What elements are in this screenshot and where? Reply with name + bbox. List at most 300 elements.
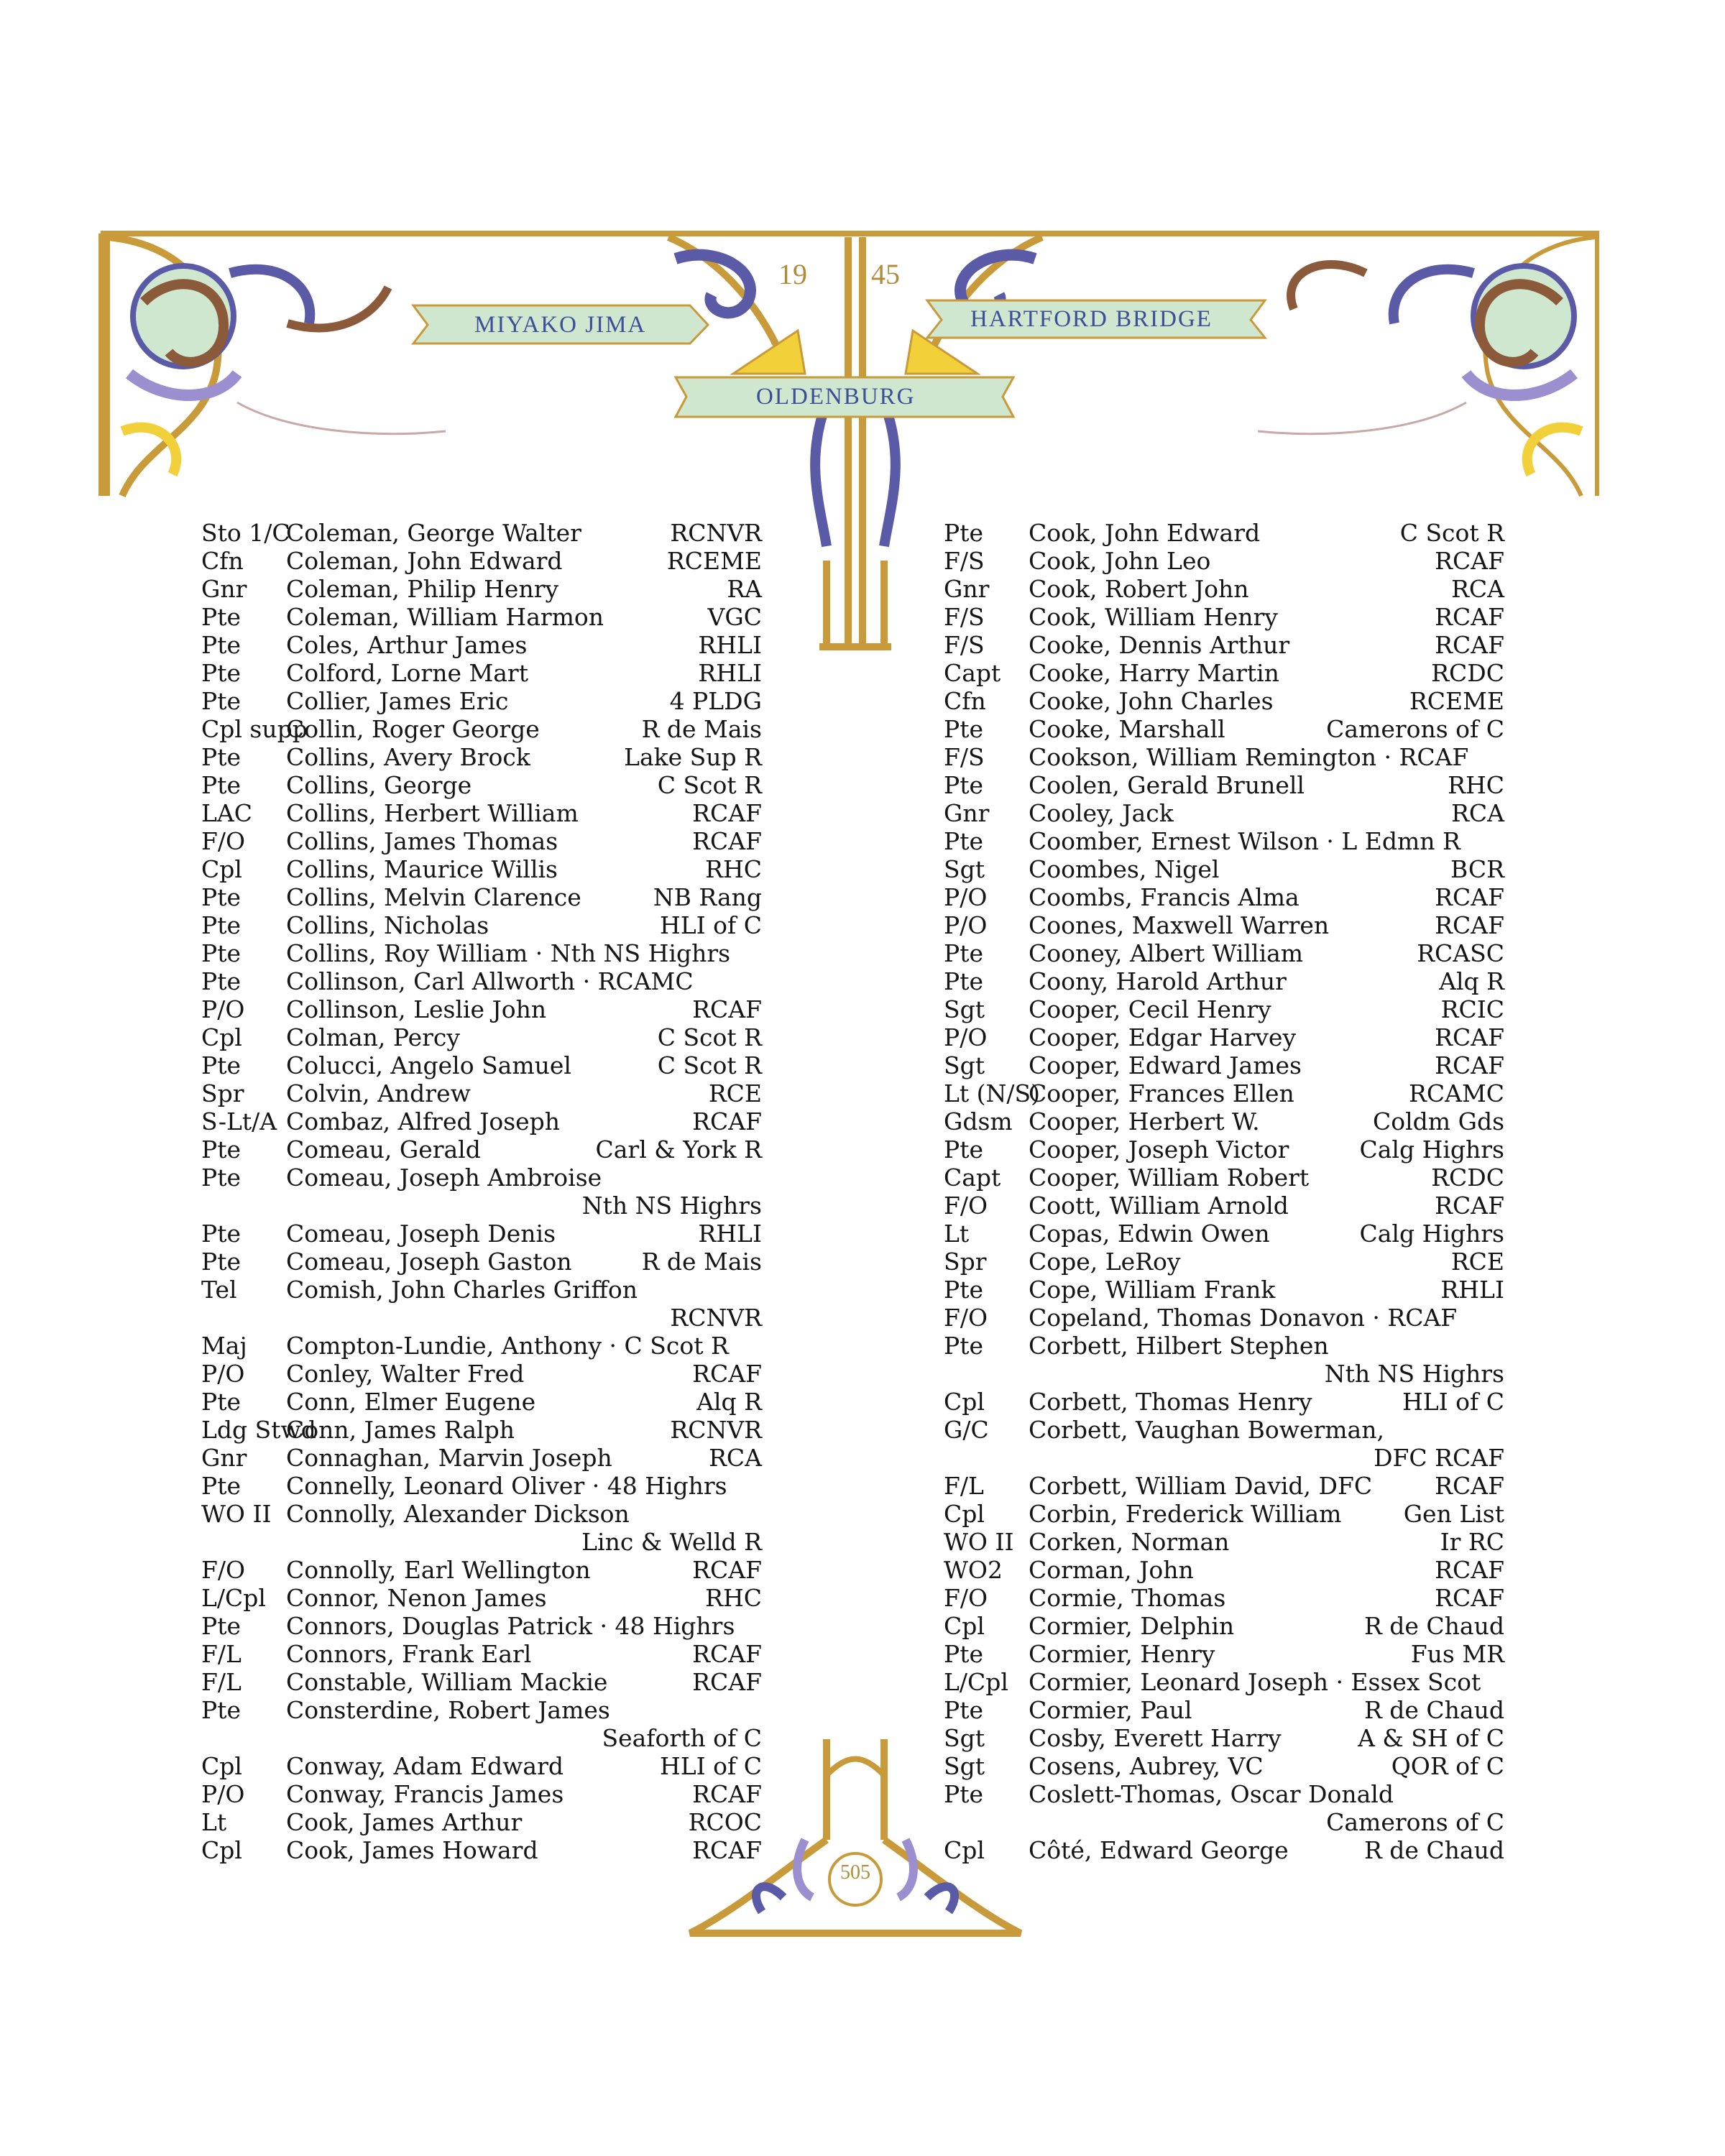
entry-name: Coleman, George Walter (286, 519, 581, 547)
entry-unit: VGC (707, 603, 762, 631)
entry-name: Copas, Edwin Owen (1029, 1220, 1270, 1248)
entry-rank: F/O (201, 1556, 246, 1584)
entry-rank: Cpl (944, 1836, 985, 1864)
entry-rank: Capt (944, 659, 1001, 687)
entry-rank: Pte (201, 1135, 241, 1164)
roll-column-right (944, 519, 1504, 1864)
roll-entry (944, 1388, 1504, 1416)
entry-name: Connor, Nenon James (286, 1584, 547, 1612)
entry-unit: Fus MR (1410, 1640, 1504, 1668)
entry-rank: Pte (944, 519, 983, 547)
entry-name: Consterdine, Robert James (286, 1696, 610, 1724)
roll-entry (201, 1248, 762, 1276)
roll-entry (944, 1304, 1504, 1332)
roll-entry (944, 687, 1504, 715)
roll-entry (201, 659, 762, 687)
entry-name: Coleman, Philip Henry (286, 575, 559, 603)
roll-entry (201, 519, 762, 547)
entry-rank: P/O (944, 911, 988, 939)
entry-name: Cook, James Howard (286, 1836, 538, 1864)
entry-rank: Sgt (944, 855, 985, 883)
entry-name: Cook, James Arthur (286, 1808, 523, 1836)
roll-entry (944, 1752, 1504, 1780)
entry-name: Collins, Herbert William (286, 799, 579, 827)
entry-name: Coles, Arthur James (286, 631, 528, 659)
roll-entry (201, 1500, 762, 1528)
entry-name: Cook, John Edward (1029, 519, 1261, 547)
entry-name: Corbett, Hilbert Stephen (1029, 1332, 1329, 1360)
roll-entry (944, 575, 1504, 603)
roll-entry (944, 743, 1504, 771)
entry-rank: Pte (944, 1135, 983, 1164)
roll-entry (201, 1135, 762, 1164)
entry-name: Corbett, Vaughan Bowerman, (1029, 1416, 1384, 1444)
roll-entry (944, 1528, 1504, 1556)
entry-rank: Pte (201, 939, 241, 967)
entry-rank: P/O (201, 1780, 245, 1808)
roll-entry (201, 1472, 762, 1500)
entry-name: Cormier, Paul (1029, 1696, 1192, 1724)
entry-name: Cooper, Edgar Harvey (1029, 1023, 1297, 1051)
entry-name: Cooney, Albert William (1029, 939, 1304, 967)
entry-rank: F/L (201, 1668, 242, 1696)
entry-rank: F/O (201, 827, 246, 855)
entry-rank: Cpl (201, 1836, 242, 1864)
roll-entry (201, 547, 762, 575)
entry-unit: RHC (1448, 771, 1504, 799)
entry-rank: Pte (201, 659, 241, 687)
roll-entry (201, 1444, 762, 1472)
entry-rank: Pte (201, 687, 241, 715)
entry-unit: HLI of C (659, 1752, 762, 1780)
entry-unit: RCDC (1431, 1164, 1504, 1192)
roll-entry (944, 1556, 1504, 1584)
entry-name: Comeau, Joseph Gaston (286, 1248, 572, 1276)
entry-rank: F/S (944, 743, 985, 771)
entry-rank: Pte (201, 743, 241, 771)
entry-continuation: Camerons of C (1326, 1808, 1504, 1836)
entry-rank: Tel (201, 1276, 237, 1304)
roll-entry (201, 603, 762, 631)
entry-unit: R de Chaud (1363, 1836, 1504, 1864)
entry-rank: Pte (944, 1332, 983, 1360)
entry-rank: Gnr (201, 575, 247, 603)
entry-unit: RCAF (692, 1360, 762, 1388)
entry-unit: RCE (1450, 1248, 1504, 1276)
banner-oldenburg: OLDENBURG (756, 384, 916, 410)
roll-entry (944, 1836, 1504, 1864)
entry-unit: RCAF (1435, 1556, 1504, 1584)
roll-entry (944, 1107, 1504, 1135)
roll-entry (201, 715, 762, 743)
entry-name: Conway, Francis James (286, 1780, 564, 1808)
entry-rank: Cpl (201, 1752, 242, 1780)
roll-entry (944, 1416, 1504, 1444)
entry-unit: RCAMC (1409, 1079, 1504, 1107)
roll-entry (944, 659, 1504, 687)
entry-unit: RCAF (1435, 1472, 1504, 1500)
entry-rank: Pte (201, 883, 241, 911)
banner-miyako-jima: MIYAKO JIMA (474, 312, 647, 338)
entry-name: Cope, LeRoy (1029, 1248, 1181, 1276)
entry-name: Corbett, William David, DFC (1029, 1472, 1373, 1500)
entry-name: Conway, Adam Edward (286, 1752, 564, 1780)
entry-rank: Lt (201, 1808, 227, 1836)
roll-entry (944, 1332, 1504, 1360)
entry-unit: RHC (705, 855, 762, 883)
entry-continuation: DFC RCAF (1374, 1444, 1504, 1472)
entry-rank: Cpl supp (201, 715, 308, 743)
entry-rank: F/S (944, 631, 985, 659)
roll-entry (201, 1220, 762, 1248)
entry-rank: F/S (944, 603, 985, 631)
roll-entry (944, 1612, 1504, 1640)
entry-name: Cormie, Thomas (1029, 1584, 1226, 1612)
roll-entry (201, 1808, 762, 1836)
entry-name: Coony, Harold Arthur (1029, 967, 1287, 995)
entry-unit: RCAF (1435, 911, 1504, 939)
roll-entry (201, 911, 762, 939)
entry-rank: L/Cpl (944, 1668, 1008, 1696)
entry-unit: Coldm Gds (1373, 1107, 1504, 1135)
entry-rank: Ldg Stwd (201, 1416, 316, 1444)
entry-unit: Carl & York R (595, 1135, 762, 1164)
entry-unit: HLI of C (659, 911, 762, 939)
entry-rank: F/S (944, 547, 985, 575)
entry-unit: RHLI (698, 1220, 762, 1248)
roll-column-left (201, 519, 762, 1864)
entry-unit: RCIC (1440, 995, 1504, 1023)
roll-entry (201, 883, 762, 911)
roll-entry (201, 1332, 762, 1360)
entry-name: Collins, Maurice Willis (286, 855, 558, 883)
left-corner-ornament (108, 237, 446, 496)
entry-name: Conn, Elmer Eugene (286, 1388, 536, 1416)
roll-entry (201, 1612, 762, 1640)
roll-entry (944, 1276, 1504, 1304)
entry-rank: Pte (201, 1472, 241, 1500)
roll-entry (944, 827, 1504, 855)
roll-entry (944, 1248, 1504, 1276)
entry-name: Collinson, Carl Allworth · RCAMC (286, 967, 694, 995)
roll-entry (201, 743, 762, 771)
roll-entry (944, 1164, 1504, 1192)
roll-entry (944, 1724, 1504, 1752)
entry-name: Coolen, Gerald Brunell (1029, 771, 1305, 799)
roll-entry (201, 995, 762, 1023)
entry-rank: Cpl (944, 1388, 985, 1416)
entry-unit: Camerons of C (1326, 715, 1504, 743)
entry-unit: Alq R (696, 1388, 762, 1416)
entry-unit: Calg Highrs (1359, 1135, 1504, 1164)
entry-rank: Cpl (201, 855, 242, 883)
page-number: 505 (840, 1861, 870, 1884)
entry-unit: RCEME (1409, 687, 1504, 715)
entry-name: Cooper, William Robert (1029, 1164, 1310, 1192)
entry-name: Colucci, Angelo Samuel (286, 1051, 571, 1079)
entry-unit: NB Rang (653, 883, 762, 911)
entry-name: Corman, John (1029, 1556, 1194, 1584)
entry-rank: F/L (944, 1472, 984, 1500)
entry-unit: RHLI (698, 659, 762, 687)
roll-entry (201, 1276, 762, 1304)
entry-unit: R de Chaud (1363, 1696, 1504, 1724)
entry-rank: Sgt (944, 1051, 985, 1079)
entry-name: Colvin, Andrew (286, 1079, 471, 1107)
entry-unit: C Scot R (657, 1051, 762, 1079)
entry-rank: Pte (201, 1388, 241, 1416)
entry-rank: WO2 (944, 1556, 1003, 1584)
entry-rank: G/C (944, 1416, 989, 1444)
roll-entry (944, 1079, 1504, 1107)
entry-unit: RCAF (1435, 1584, 1504, 1612)
entry-name: Conley, Walter Fred (286, 1360, 525, 1388)
roll-entry (201, 1079, 762, 1107)
roll-entry (944, 1500, 1504, 1528)
entry-rank: F/O (944, 1304, 988, 1332)
entry-name: Cooke, Dennis Arthur (1029, 631, 1290, 659)
entry-name: Connaghan, Marvin Joseph (286, 1444, 612, 1472)
entry-unit: 4 PLDG (669, 687, 762, 715)
entry-rank: Lt (N/S) (944, 1079, 1041, 1107)
entry-continuation: Linc & Welld R (581, 1528, 762, 1556)
roll-entry (201, 1696, 762, 1724)
entry-rank: P/O (201, 995, 245, 1023)
entry-rank: Pte (944, 1640, 983, 1668)
entry-name: Cooley, Jack (1029, 799, 1174, 827)
roll-entry (944, 715, 1504, 743)
roll-entry (944, 1668, 1504, 1696)
entry-name: Coomber, Ernest Wilson · L Edmn R (1029, 827, 1460, 855)
entry-rank: Pte (201, 1164, 241, 1192)
entry-rank: F/O (944, 1584, 988, 1612)
roll-entry (201, 1640, 762, 1668)
entry-unit: RHLI (1440, 1276, 1504, 1304)
entry-rank: L/Cpl (201, 1584, 266, 1612)
entry-continuation: Seaforth of C (602, 1724, 762, 1752)
entry-name: Cooper, Joseph Victor (1029, 1135, 1289, 1164)
entry-name: Connors, Frank Earl (286, 1640, 532, 1668)
entry-unit: RCAF (692, 827, 762, 855)
roll-entry (944, 1023, 1504, 1051)
entry-name: Collins, Nicholas (286, 911, 489, 939)
entry-name: Cope, William Frank (1029, 1276, 1276, 1304)
entry-unit: C Scot R (1399, 519, 1504, 547)
entry-unit: C Scot R (657, 771, 762, 799)
entry-name: Cooper, Cecil Henry (1029, 995, 1271, 1023)
roll-entry (201, 855, 762, 883)
entry-name: Cormier, Delphin (1029, 1612, 1235, 1640)
roll-entry (944, 771, 1504, 799)
entry-name: Cooke, Marshall (1029, 715, 1225, 743)
entry-unit: Lake Sup R (624, 743, 762, 771)
entry-name: Cooke, Harry Martin (1029, 659, 1279, 687)
entry-name: Cormier, Henry (1029, 1640, 1215, 1668)
entry-name: Cooper, Frances Ellen (1029, 1079, 1294, 1107)
roll-entry (944, 911, 1504, 939)
entry-unit: RCAF (1435, 603, 1504, 631)
roll-entry (201, 1023, 762, 1051)
roll-entry (944, 519, 1504, 547)
roll-entry (944, 1192, 1504, 1220)
entry-unit: RCAF (1435, 1051, 1504, 1079)
entry-rank: Sgt (944, 995, 985, 1023)
entry-name: Coslett-Thomas, Oscar Donald (1029, 1780, 1394, 1808)
roll-entry (944, 631, 1504, 659)
entry-name: Cosby, Everett Harry (1029, 1724, 1282, 1752)
entry-rank: Pte (944, 939, 983, 967)
entry-unit: RCA (709, 1444, 762, 1472)
entry-name: Collins, James Thomas (286, 827, 558, 855)
entry-rank: Pte (201, 603, 241, 631)
entry-name: Combaz, Alfred Joseph (286, 1107, 561, 1135)
entry-rank: Pte (944, 715, 983, 743)
entry-name: Connolly, Earl Wellington (286, 1556, 591, 1584)
entry-rank: Pte (201, 1248, 241, 1276)
entry-name: Coleman, John Edward (286, 547, 563, 575)
entry-rank: Cpl (944, 1500, 985, 1528)
roll-entry (201, 1051, 762, 1079)
entry-unit: RCAF (692, 1640, 762, 1668)
entry-name: Coones, Maxwell Warren (1029, 911, 1330, 939)
entry-rank: LAC (201, 799, 252, 827)
entry-unit: RCAF (1435, 1023, 1504, 1051)
entry-name: Collinson, Leslie John (286, 995, 547, 1023)
roll-entry (201, 1107, 762, 1135)
entry-rank: Pte (944, 1780, 983, 1808)
entry-unit: R de Chaud (1363, 1612, 1504, 1640)
entry-name: Collins, Melvin Clarence (286, 883, 581, 911)
roll-entry (944, 883, 1504, 911)
roll-entry (201, 1388, 762, 1416)
entry-name: Colman, Percy (286, 1023, 461, 1051)
entry-name: Corbin, Frederick William (1029, 1500, 1342, 1528)
entry-rank: Gnr (944, 575, 990, 603)
entry-name: Cooper, Herbert W. (1029, 1107, 1260, 1135)
entry-unit: RCAF (692, 995, 762, 1023)
entry-rank: Pte (201, 771, 241, 799)
entry-unit: RCASC (1417, 939, 1504, 967)
entry-unit: R de Mais (641, 1248, 762, 1276)
entry-rank: Cpl (944, 1612, 985, 1640)
entry-rank: Pte (944, 1276, 983, 1304)
entry-unit: Alq R (1439, 967, 1504, 995)
entry-name: Cosens, Aubrey, VC (1029, 1752, 1264, 1780)
roll-entry (201, 967, 762, 995)
roll-entry (201, 575, 762, 603)
entry-rank: Gnr (944, 799, 990, 827)
entry-unit: RCAF (1435, 631, 1504, 659)
entry-rank: Pte (201, 631, 241, 659)
entry-rank: P/O (201, 1360, 245, 1388)
roll-entry (944, 855, 1504, 883)
entry-rank: Pte (201, 1220, 241, 1248)
entry-unit: A & SH of C (1358, 1724, 1504, 1752)
roll-entry (944, 603, 1504, 631)
entry-unit: R de Mais (641, 715, 762, 743)
entry-rank: F/L (201, 1640, 242, 1668)
entry-name: Cook, Robert John (1029, 575, 1249, 603)
entry-unit: HLI of C (1402, 1388, 1504, 1416)
roll-entry (201, 939, 762, 967)
entry-unit: RHLI (698, 631, 762, 659)
roll-entry (201, 687, 762, 715)
entry-unit: RCA (1451, 799, 1504, 827)
entry-name: Coombes, Nigel (1029, 855, 1220, 883)
year-right: 45 (871, 258, 900, 290)
entry-unit: RCOC (688, 1808, 762, 1836)
entry-rank: S-Lt/A (201, 1107, 277, 1135)
roll-entry (944, 547, 1504, 575)
entry-rank: Cfn (201, 547, 244, 575)
entry-unit: RCE (708, 1079, 762, 1107)
entry-rank: P/O (944, 1023, 988, 1051)
entry-rank: Pte (944, 1696, 983, 1724)
entry-rank: Spr (944, 1248, 987, 1276)
entry-unit: BCR (1450, 855, 1504, 883)
entry-name: Collins, Avery Brock (286, 743, 530, 771)
entry-name: Côté, Edward George (1029, 1836, 1289, 1864)
entry-rank: Cfn (944, 687, 986, 715)
roll-entry (201, 827, 762, 855)
entry-unit: RCAF (692, 1556, 762, 1584)
entry-unit: RCAF (692, 799, 762, 827)
entry-name: Conn, James Ralph (286, 1416, 515, 1444)
roll-entry (944, 1135, 1504, 1164)
entry-unit: C Scot R (657, 1023, 762, 1051)
entry-unit: RCDC (1431, 659, 1504, 687)
entry-rank: Spr (201, 1079, 244, 1107)
entry-unit: RA (727, 575, 762, 603)
roll-entry (201, 1836, 762, 1864)
entry-rank: Sto 1/C (201, 519, 290, 547)
entry-name: Collins, George (286, 771, 472, 799)
roll-entry (201, 799, 762, 827)
entry-rank: Sgt (944, 1752, 985, 1780)
entry-name: Copeland, Thomas Donavon · RCAF (1029, 1304, 1458, 1332)
roll-entry (944, 1780, 1504, 1808)
entry-name: Coott, William Arnold (1029, 1192, 1289, 1220)
entry-name: Cormier, Leonard Joseph · Essex Scot (1029, 1668, 1481, 1696)
entry-unit: RHC (705, 1584, 762, 1612)
entry-rank: Lt (944, 1220, 970, 1248)
entry-continuation: RCNVR (670, 1304, 762, 1332)
entry-rank: P/O (944, 883, 988, 911)
roll-entry (201, 1668, 762, 1696)
entry-rank: Gdsm (944, 1107, 1013, 1135)
roll-entry (201, 631, 762, 659)
entry-unit: Gen List (1403, 1500, 1504, 1528)
right-corner-ornament (1258, 237, 1596, 496)
entry-unit: RCAF (1435, 883, 1504, 911)
entry-name: Cookson, William Remington · RCAF (1029, 743, 1469, 771)
entry-rank: WO II (201, 1500, 272, 1528)
entry-name: Collins, Roy William · Nth NS Highrs (286, 939, 731, 967)
entry-unit: RCA (1451, 575, 1504, 603)
entry-unit: RCNVR (670, 519, 762, 547)
entry-unit: Ir RC (1440, 1528, 1504, 1556)
roll-entry (944, 967, 1504, 995)
roll-entry (944, 995, 1504, 1023)
roll-entry (201, 1416, 762, 1444)
entry-name: Colford, Lorne Mart (286, 659, 528, 687)
roll-entry (201, 1360, 762, 1388)
entry-rank: Cpl (201, 1023, 242, 1051)
roll-entry (201, 1164, 762, 1192)
entry-unit: Calg Highrs (1359, 1220, 1504, 1248)
entry-name: Comeau, Joseph Ambroise (286, 1164, 602, 1192)
entry-unit: RCAF (692, 1107, 762, 1135)
